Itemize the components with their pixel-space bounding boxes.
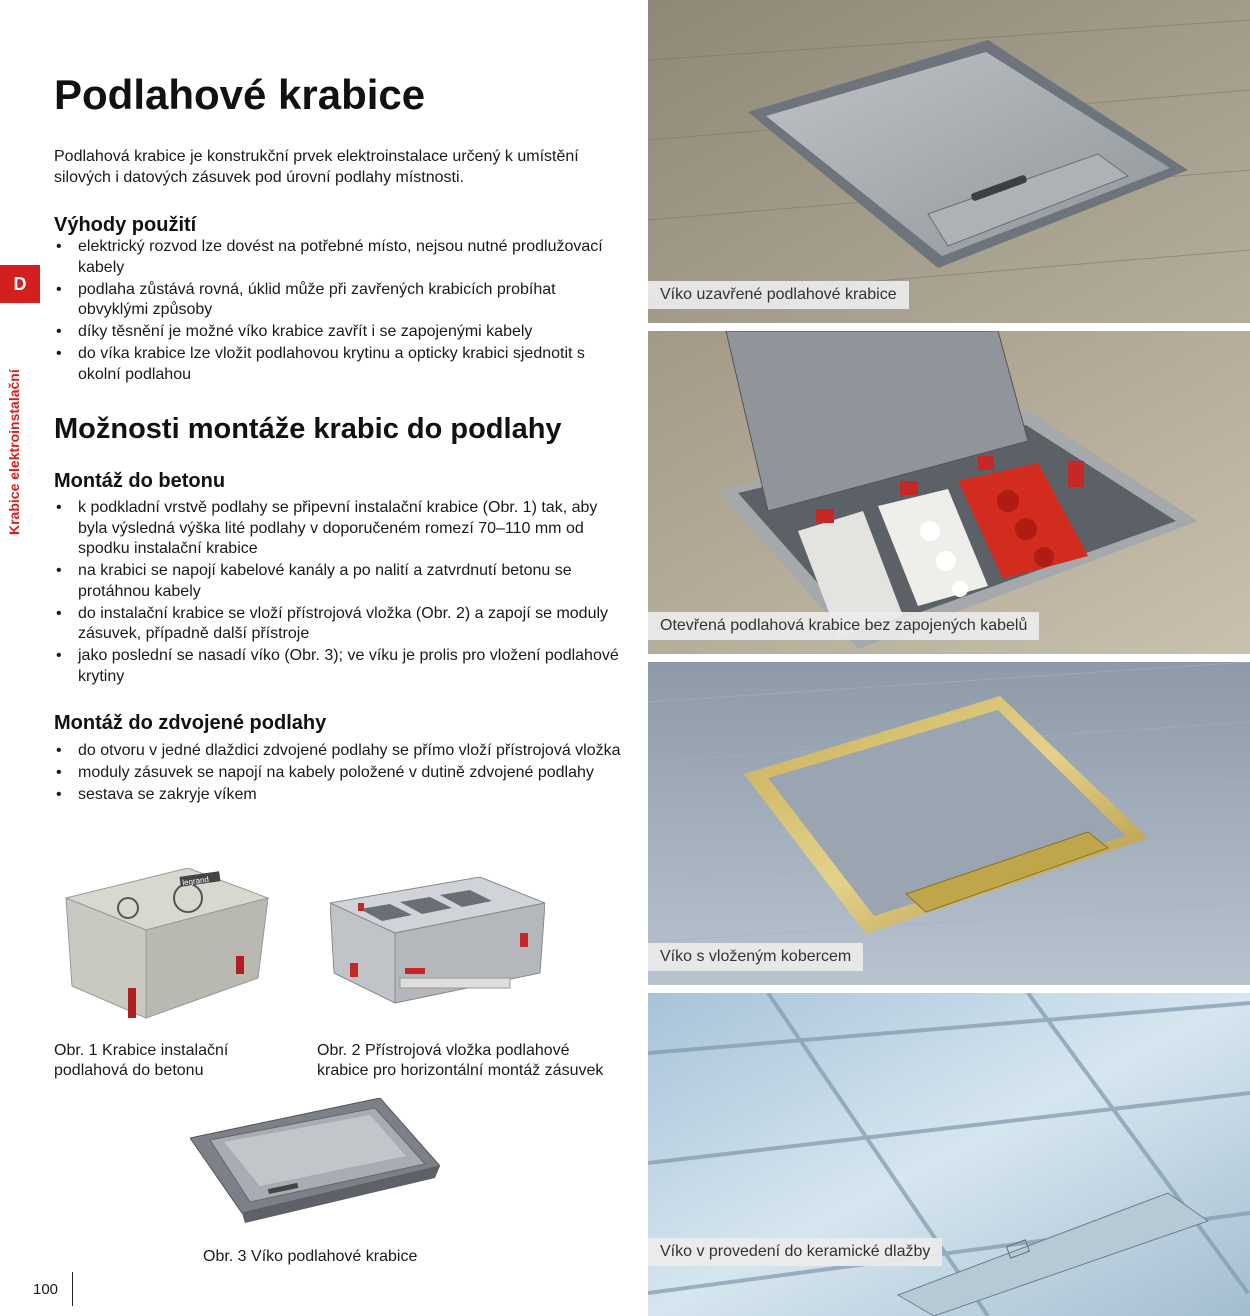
brand-logo: legrand [181, 874, 210, 888]
list-item: • sestava se zakryje víkem [54, 785, 624, 806]
list-item: • moduly zásuvek se napojí na kabely položené v dutině zdvojené podlahy [54, 763, 624, 784]
intro-paragraph: Podlahová krabice je konstrukční prvek elektroinstalace určený k umístění silových i datových zásuvek pod úrovní podlahy místnosti. [54, 148, 579, 186]
mounting-heading: Možnosti montáže krabic do podlahy [54, 413, 562, 445]
list-item: • do instalační krabice se vloží přístrojová vložka (Obr. 2) a zapojí se moduly zásuvek, případně další přístroje [54, 604, 624, 645]
list-item: • elektrický rozvod lze dovést na potřebné místo, nejsou nutné prodlužovací kabely [54, 237, 624, 278]
photo-closed-lid [648, 0, 1250, 323]
figure-2-caption: Obr. 2 Přístrojová vložka podlahové krabice pro horizontální montáž zásuvek [317, 1042, 604, 1079]
figure-3-caption: Obr. 3 Víko podlahové krabice [203, 1248, 418, 1265]
page-title: Podlahové krabice [54, 71, 426, 118]
figure-1-image [58, 868, 273, 1028]
photo-caption: Víko v provedení do keramické dlažby [648, 1238, 942, 1266]
chapter-label: Krabice elektroinstalační [6, 369, 22, 535]
list-item: • na krabici se napojí kabelové kanály a po nalití a zatvrdnutí betonu se protáhnou kabely [54, 561, 624, 602]
photo-caption: Víko uzavřené podlahové krabice [648, 281, 909, 309]
concrete-list [54, 498, 624, 689]
page-number-rule [72, 1272, 73, 1306]
list-item: • podlaha zůstává rovná, úklid může při zavřených krabicích probíhat obvyklými způsoby [54, 280, 624, 321]
page-number: 100 [33, 1281, 59, 1298]
advantages-heading: Výhody použití [54, 214, 197, 236]
advantages-list [54, 237, 624, 387]
chapter-tab [0, 265, 40, 303]
concrete-heading: Montáž do betonu [54, 470, 226, 492]
figure-3-image [190, 1098, 440, 1228]
photo-carpet-lid [648, 662, 1250, 985]
figure-1-caption: Obr. 1 Krabice instalační podlahová do betonu [54, 1042, 229, 1079]
list-item: • díky těsnění je možné víko krabice zavřít i se zapojenými kabely [54, 322, 624, 343]
figure-2-image [330, 873, 545, 1008]
list-item: • jako poslední se nasadí víko (Obr. 3); ve víku je prolis pro vložení podlahové krytiny [54, 646, 624, 687]
photo-open-box [648, 331, 1250, 654]
photo-caption: Otevřená podlahová krabice bez zapojených kabelů [648, 612, 1039, 640]
raised-floor-list [54, 741, 624, 807]
chapter-letter: D [13, 273, 27, 294]
raised-floor-heading: Montáž do zdvojené podlahy [54, 712, 327, 734]
list-item: • do otvoru v jedné dlaždici zdvojené podlahy se přímo vloží přístrojová vložka [54, 741, 624, 762]
list-item: • k podkladní vrstvě podlahy se připevní instalační krabice (Obr. 1) tak, aby byla výsledná výška lité podlahy v doporučeném romezí 70–110 mm od spodku instalační krabice [54, 498, 624, 560]
photo-caption: Víko s vloženým kobercem [648, 943, 863, 971]
photo-tile-lid [648, 993, 1250, 1316]
list-item: • do víka krabice lze vložit podlahovou krytinu a opticky krabici sjednotit s okolní podlahou [54, 344, 624, 385]
